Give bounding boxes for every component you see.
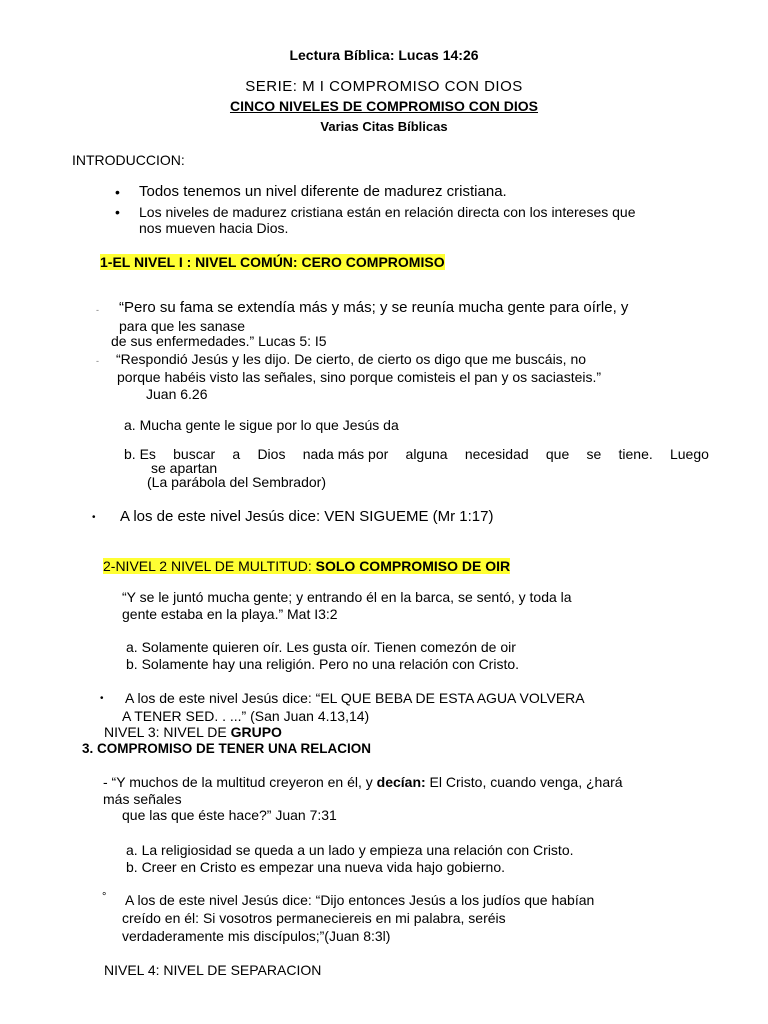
nivel2-bullet-line-2: A TENER SED. . ...” (San Juan 4.13,14) <box>122 708 370 724</box>
dash-icon: - <box>96 305 99 315</box>
word: nada más por <box>302 446 389 462</box>
nivel2-heading-highlight <box>103 558 510 574</box>
nivel1-quote1-line-3: de sus enfermedades.” Lucas 5: I5 <box>111 333 327 349</box>
bullet-icon: • <box>115 204 120 220</box>
word: buscar <box>173 446 216 462</box>
nivel3-quote-suffix: El Cristo, cuando venga, ¿hará <box>425 774 623 790</box>
dash-icon: - <box>96 356 99 366</box>
bullet-icon: • <box>115 184 120 200</box>
nivel2-heading-plain: 2-NIVEL 2 NIVEL DE MULTITUD: <box>103 558 316 574</box>
word: que <box>545 446 570 462</box>
nivel3-label-plain: NIVEL 3: NIVEL DE <box>104 724 231 740</box>
nivel1-item-b-line-3: (La parábola del Sembrador) <box>147 474 326 490</box>
reading-title: Lectura Bíblica: Lucas 14:26 <box>289 47 479 63</box>
nivel3-item-b: b. Creer en Cristo es empezar una nueva vida hajo gobierno. <box>126 859 505 875</box>
word: Luego <box>669 446 709 462</box>
word: se <box>586 446 602 462</box>
nivel3-quote-bold: decían: <box>376 774 426 790</box>
nivel1-quote2-line-1: “Respondió Jesús y les dijo. De cierto, de cierto os digo que me buscáis, no <box>116 351 587 367</box>
nivel2-quote-line-2: gente estaba en la playa.” Mat I3:2 <box>122 606 338 622</box>
nivel3-bullet-line-1: A los de este nivel Jesús dice: “Dijo entonces Jesús a los judíos que habían <box>125 892 595 908</box>
nivel1-heading-highlight: 1-EL NIVEL I : NIVEL COMÚN: CERO COMPROMISO <box>100 254 445 270</box>
series-title: SERIE: M I COMPROMISO CON DIOS <box>245 78 523 95</box>
word: alguna <box>405 446 448 462</box>
nivel1-item-a: a. Mucha gente le sigue por lo que Jesús da <box>124 417 399 433</box>
intro-bullet-2-line-1: Los niveles de madurez cristiana están en relación directa con los intereses que <box>139 204 636 220</box>
nivel4-label: NIVEL 4: NIVEL DE SEPARACION <box>104 962 322 978</box>
nivel3-bullet-line-3: verdaderamente mis discípulos;”(Juan 8:3l) <box>122 928 391 944</box>
nivel3-quote-line-3: que las que éste hace?” Juan 7:31 <box>122 807 337 823</box>
nivel3-quote-line-1 <box>103 774 623 790</box>
intro-bullet-2-line-2: nos mueven hacia Dios. <box>139 220 289 236</box>
nivel3-quote-line-2: más señales <box>103 791 182 807</box>
nivel2-item-b: b. Solamente hay una religión. Pero no una relación con Cristo. <box>126 656 520 672</box>
nivel3-heading: 3. COMPROMISO DE TENER UNA RELACION <box>82 741 372 756</box>
subtitle: CINCO NIVELES DE COMPROMISO CON DIOS <box>229 98 539 114</box>
nivel1-quote2-line-2: porque habéis visto las señales, sino porque comisteis el pan y os saciasteis.” <box>117 369 602 385</box>
nivel3-label <box>104 724 282 740</box>
circle-bullet-icon: ° <box>102 891 107 903</box>
word: b. Es <box>124 446 156 462</box>
nivel2-bullet-line-1: A los de este nivel Jesús dice: “EL QUE BEBA DE ESTA AGUA VOLVERA <box>125 690 585 706</box>
nivel1-heading <box>100 254 445 270</box>
intro-heading: INTRODUCCION: <box>72 152 185 168</box>
word: a <box>232 446 241 462</box>
nivel1-quote1-line-1: “Pero su fama se extendía más y más; y se reunía mucha gente para oírle, y <box>119 299 629 316</box>
word: Dios <box>257 446 286 462</box>
nivel1-quote1-line-2: para que les sanase <box>119 318 246 334</box>
word: tiene. <box>618 446 653 462</box>
nivel2-heading <box>103 558 510 574</box>
nivel2-heading-bold: SOLO COMPROMISO DE OIR <box>315 558 511 574</box>
nivel3-label-bold: GRUPO <box>230 724 282 740</box>
nivel1-quote2-line-3: Juan 6.26 <box>146 386 208 402</box>
bullet-icon: • <box>92 512 96 523</box>
nivel3-bullet-line-2: creído en él: Si vosotros permaneciereis en mi palabra, seréis <box>122 910 506 926</box>
citas-line: Varias Citas Bíblicas <box>320 119 448 134</box>
word: necesidad <box>464 446 529 462</box>
nivel2-quote-line-1: “Y se le juntó mucha gente; y entrando él en la barca, se sentó, y toda la <box>122 589 572 605</box>
nivel1-bullet: A los de este nivel Jesús dice: VEN SIGUEME (Mr 1:17) <box>120 508 494 525</box>
nivel2-item-a: a. Solamente quieren oír. Les gusta oír. Tienen comezón de oir <box>126 639 516 655</box>
nivel1-item-b-line-2: se apartan <box>151 460 218 476</box>
nivel3-quote-prefix: - “Y muchos de la multitud creyeron en él, y <box>103 774 377 790</box>
nivel3-item-a: a. La religiosidad se queda a un lado y empieza una relación con Cristo. <box>126 842 574 858</box>
bullet-icon: • <box>100 693 104 704</box>
intro-bullet-1: Todos tenemos un nivel diferente de madurez cristiana. <box>139 183 507 200</box>
